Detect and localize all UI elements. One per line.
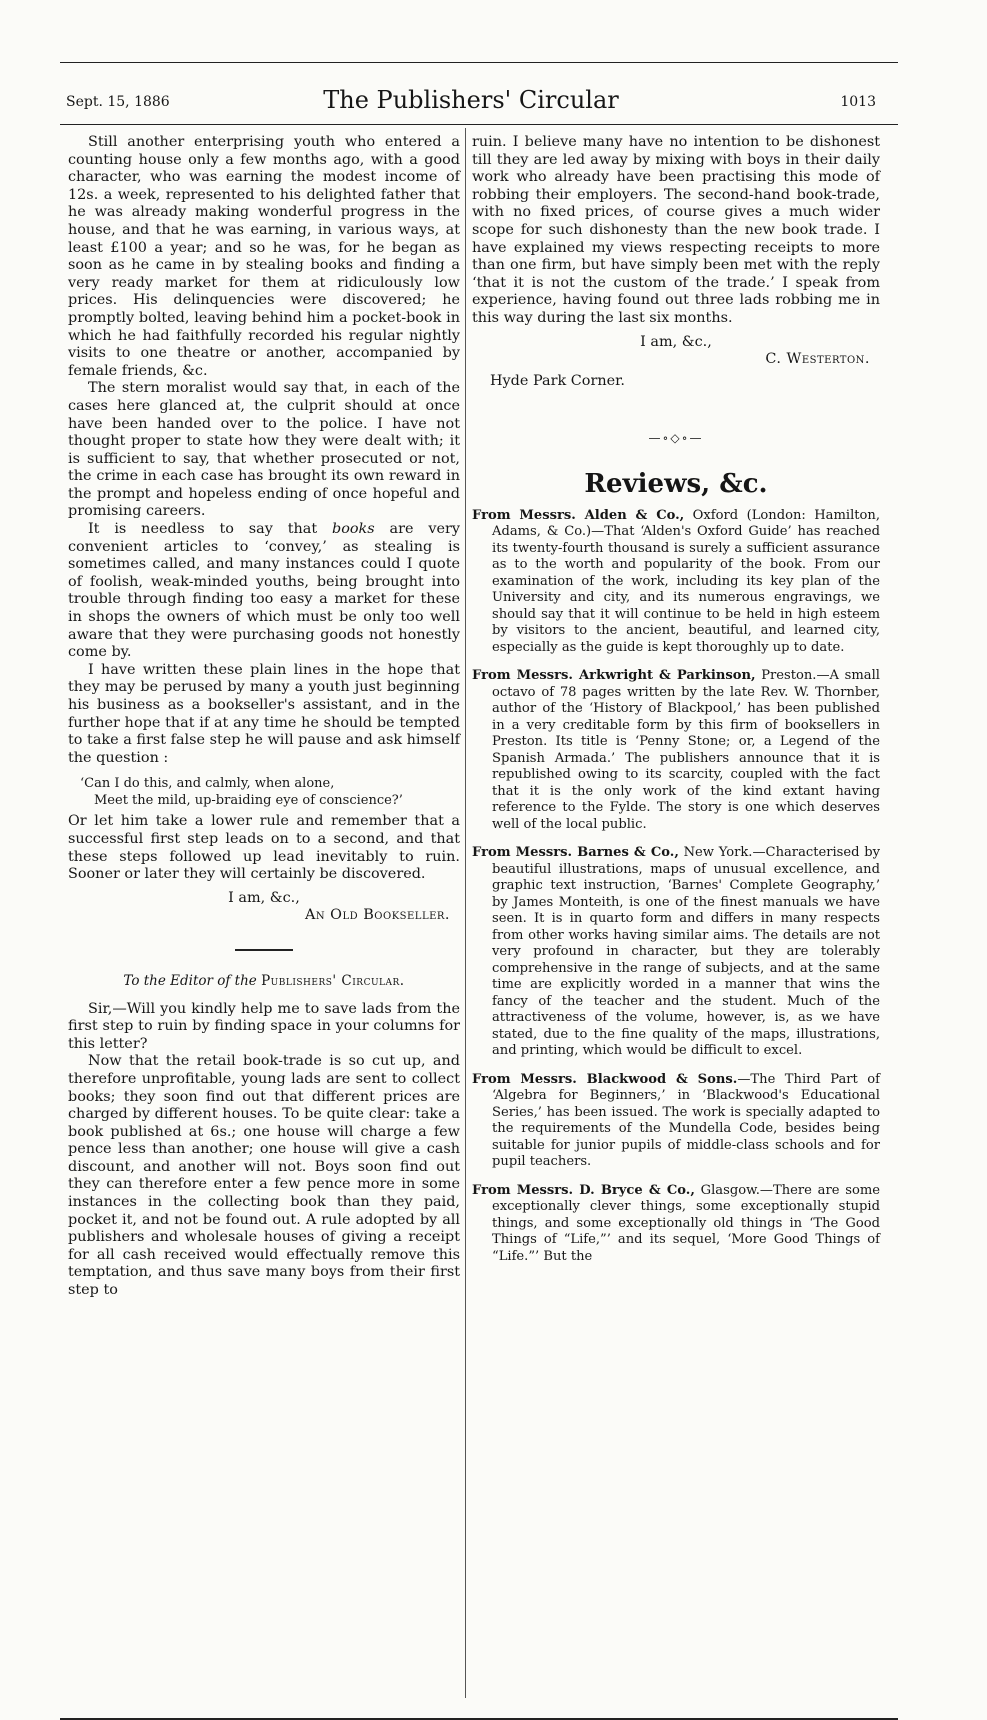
review-entry <box>472 668 880 833</box>
review-text: New York.—Characterised by beautiful illustrations, maps of unusual excellence, and graphic text instruction, ‘Barnes' Complete Geography,’ by James Monteith, is one of the finest manuals we have seen. It is in quarto form and differs in many respects from other works having similar aims. The details are not very profound in character, but they are tolerably comprehensive in the range of subjects, and at the same time are explicitly worded in a manner that wins the fancy of the teacher and the student. Much of the attractiveness of the volume, however, is, as we have stated, due to the fine quality of the maps, illustrations, and printing, which would be difficult to excel. <box>492 845 880 1058</box>
verse-line: ‘Can I do this, and calmly, when alone, <box>80 776 335 792</box>
review-text: —The Third Part of ‘Algebra for Beginners,’ in ‘Blackwood's Educational Series,’ has been issued. The work is specially adapted to the requirements of the Mundella Code, besides being suitable for junior pupils of middle-class schools and for pupil teachers. <box>492 1071 881 1169</box>
right-column <box>472 134 880 1277</box>
verse-quote <box>80 775 460 809</box>
review-firm: From Messrs. D. Bryce & Co., <box>472 1182 695 1198</box>
paragraph: Now that the retail book-trade is so cut up, and therefore unprofitable, young lads are sent to collect books; they soon find out that different prices are charged by different houses. To be quite clear: take a book published at 6s.; one house will charge a few pence less than another; one house will give a cash discount, and another will not. Boys soon find out they can therefore enter a few pence more in some instances in the collecting book than they paid, pocket it, and not be found out. A rule adopted by all publishers and wholesale houses of giving a receipt for all cash received would effectually remove this temptation, and thus save many boys from their first step to <box>68 1053 460 1299</box>
verse-line: Meet the mild, up-braiding eye of conscience?’ <box>94 793 403 809</box>
paragraph: Sir,—Will you kindly help me to save lads from the first step to ruin by finding space in your columns for this letter? <box>68 1000 460 1052</box>
review-text: Preston.—A small octavo of 78 pages written by the late Rev. W. Thornber, author of the ‘History of Blackpool,’ has been published in a very creditable form by this firm of booksellers in Preston. Its title is ‘Penny Stone; or, a Legend of the Spanish Armada.’ The publishers announce that it is republished owing to its scarcity, coupled with the fact that it is the only work of the kind extant having reference to the Fylde. The story is one which deserves well of the local public. <box>492 668 880 832</box>
paragraph: It is needless to say that books are very convenient articles to ‘convey,’ as stealing is sometimes called, and many instances could I quote of foolish, weak-minded youths, being brought into trouble through finding too easy a market for these in shops the owners of which must be only too well aware that they were purchasing goods not honestly come by. <box>68 521 460 661</box>
top-rule <box>60 62 898 63</box>
place-line: Hyde Park Corner. <box>490 372 625 389</box>
review-entry <box>472 508 880 657</box>
paragraph: Or let him take a lower rule and remember that a successful first step leads on to a second, and that these steps followed up lead inevitably to ruin. Sooner or later they will certainly be discovered. <box>68 813 460 883</box>
page-title: The Publishers' Circular <box>323 86 619 114</box>
review-firm: From Messrs. Alden & Co., <box>472 507 685 523</box>
paragraph: ruin. I believe many have no intention to be dishonest till they are led away by mixing with boys in their daily work who already have been practising this mode of robbing their employers. The second-hand book-trade, with no fixed prices, of course gives a much wider scope for such dishonesty than the new book trade. I have explained my views respecting receipts to more than one firm, but have simply been met with the reply ‘that it is not the custom of the trade.’ I speak from experience, having found out three lads robbing me in this way during the last six months. <box>472 134 880 326</box>
signature: C. Westerton. <box>765 351 870 368</box>
review-firm: From Messrs. Barnes & Co., <box>472 845 679 860</box>
paragraph: I have written these plain lines in the hope that they may be perused by many a youth just beginning his business as a bookseller's assistant, and in the further hope that if at any time he should be tempted to take a first false step he will pause and ask himself the question : <box>68 661 460 766</box>
review-entry <box>472 1183 880 1266</box>
review-text: Glasgow.—There are some exceptionally clever things, some exceptionally stupid things, and some exceptionally old things in ‘The Good Things of “Life,”’ and its sequel, ‘More Good Things of “Life.”’ But the <box>492 1182 880 1264</box>
closing: I am, &c., <box>228 889 300 906</box>
running-header <box>66 86 876 116</box>
signature-block <box>68 890 460 925</box>
review-entry <box>472 845 880 1060</box>
paragraph: Still another enterprising youth who entered a counting house only a few months ago, with a good character, who was earning the modest income of 12s. a week, represented to his delighted father that he was already making wonderful progress in the house, and that he was earning, in various ways, at least £100 a year; and so he was, for he began as soon as he came in by stealing books and finding a very ready market for them at ridiculously low prices. His delinquencies were discovered; he promptly bolted, leaving behind him a pocket-book in which he had faithfully recorded his regular nightly visits to one theatre or another, accompanied by female friends, &c. <box>68 134 460 379</box>
review-text: Oxford (London: Hamilton, Adams, & Co.)—That ‘Alden's Oxford Guide’ has reached its twenty-fourth thousand is surely a sufficient assurance as to the worth and popularity of the book. From our examination of the work, including its key plan of the University and city, and its numerous engravings, we should say that it will continue to be held in high esteem by visitors to the ancient, beautiful, and learned city, especially as the guide is kept thoroughly up to date. <box>492 507 881 655</box>
letter-heading: To the Editor of the Publishers' Circular. <box>123 972 405 989</box>
signature: An Old Bookseller. <box>304 907 450 924</box>
page-number: 1013 <box>840 94 876 110</box>
section-title: Reviews, &c. <box>584 468 768 499</box>
review-firm: From Messrs. Blackwood & Sons. <box>472 1071 738 1087</box>
signature-block <box>472 334 880 369</box>
ornament-divider: —∘◇∘— <box>648 431 704 446</box>
header-rule <box>60 124 898 125</box>
closing: I am, &c., <box>640 333 712 350</box>
reviews-list <box>472 508 880 1266</box>
paragraph: The stern moralist would say that, in each of the cases here glanced at, the culprit should at once have been handed over to the police. I have not thought proper to state how they were dealt with; it is sufficient to say, that whether prosecuted or not, the crime in each case has brought its own reward in the prompt and hopeless ending of once hopeful and promising careers. <box>68 380 460 520</box>
section-rule <box>235 949 293 951</box>
left-column <box>68 134 460 1300</box>
italic-word: books <box>331 521 375 538</box>
header-date: Sept. 15, 1886 <box>66 94 170 110</box>
review-entry <box>472 1072 880 1171</box>
review-firm: From Messrs. Arkwright & Parkinson, <box>472 668 756 683</box>
column-divider <box>465 128 466 1698</box>
